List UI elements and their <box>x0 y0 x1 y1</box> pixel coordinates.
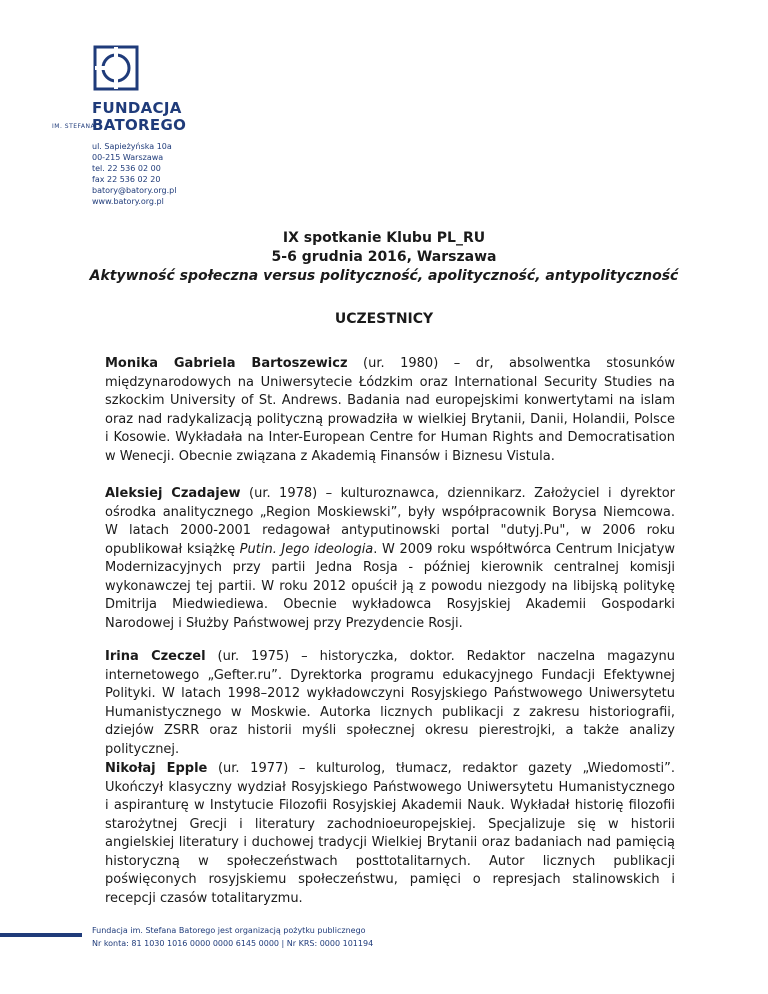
logo-name-line2: BATOREGO <box>92 116 187 134</box>
participant-text: (ur. 1977) – kulturolog, tłumacz, redaktor gazety „Wiedomosti”. Ukończył klasyczny wydział Rosyjskiego Państwowego Uniwersytetu Humanistycznego i aspiranturę w Instytucie Filozofii Rosyjskiej Akademii Nauk. Wykładał historię filozofii starożytnej Grecji i literatury zachodnioeuropejskiej. Specjalizuje się w historii angielskiej literatury i duchowej tradycji Wielkiej Brytanii oraz badaniach nad pamięcią historyczną w społeczeństwach posttotalitarnych. Autor licznych publikacji poświęconych rosyjskiemu społeczeństwu, pamięci o represjach stalinowskich i recepcji czasów totalitaryzmu. <box>105 761 675 906</box>
meeting-date: 5-6 grudnia 2016, Warszawa <box>271 249 497 265</box>
address-street: ul. Sapieżyńska 10a <box>92 142 172 151</box>
participant-text: . W 2009 roku współtwórca Centrum Inicjatyw Modernizacyjnych przy partii Jedna Rosja - później kierownik centralnej komisji wykonawczej tej partii. W roku 2012 opuścił ją z powodu niezgody na libijską politykę Dmitrija Miedwiediewa. Obecnie wykładowca Rosyjskiej Akademii Gospodarki Narodowej i Służby Państwowej przy Prezydencie Rosji. <box>105 541 675 631</box>
footer-line2: Nr konta: 81 1030 1016 0000 0000 6145 0000 | Nr KRS: 0000 101194 <box>92 939 374 948</box>
meeting-subtitle: Aktywność społeczna versus polityczność, apolityczność, antypolityczność <box>89 268 679 284</box>
participant-name: Nikołaj Epple <box>105 761 208 776</box>
participant-bio <box>105 760 675 908</box>
meeting-title: IX spotkanie Klubu PL_RU <box>282 230 486 246</box>
section-title: UCZESTNICY <box>334 311 434 327</box>
address-city: 00-215 Warszawa <box>92 153 164 162</box>
participant-bio <box>105 485 675 633</box>
participant-name: Irina Czeczel <box>105 649 206 664</box>
footer <box>92 924 373 950</box>
participant-bio <box>105 648 675 759</box>
participant-name: Aleksiej Czadajew <box>105 486 241 501</box>
foundation-logo-icon <box>92 44 140 92</box>
address-fax: fax 22 536 02 20 <box>92 175 161 184</box>
logo-name-line1: FUNDACJA <box>92 99 182 117</box>
participant-text: (ur. 1980) – dr, absolwentka stosunków międzynarodowych na Uniwersytecie Łódzkim oraz International Security Studies na szkockim University of St. Andrews. Badania nad europejskimi konwertytami na islam oraz nad radykalizacją polityczną prowadziła w wielkiej Brytanii, Danii, Holandii, Polsce i Kosowie. Wykładała na Inter-European Centre for Human Rights and Democratisation w Wenecji. Obecnie związana z Akademią Finansów i Biznesu Vistula. <box>105 356 675 464</box>
participant-text: (ur. 1975) – historyczka, doktor. Redaktor naczelna magazynu internetowego „Gefter.ru”. Dyrektorka programu edukacyjnego Fundacji Efektywnej Polityki. W latach 1998–2012 wykładowczyni Rosyjskiego Państwowego Uniwersytetu Humanistycznego w Moskwie. Autorka licznych publikacji z zakresu historiografii, dziejów ZSRR oraz historii myśli społecznej okresu pierestrojki, a także analizy politycznej. <box>105 649 675 757</box>
participant-text: (ur. 1978) – kulturoznawca, dziennikarz. Założyciel i dyrektor ośrodka analitycznego „Region Moskiewski”, były współpracownik Borysa Niemcowa. W latach 2000-2001 redagował antyputinowski portal "dutyj.Pu", w 2006 roku opublikował książkę <box>105 486 675 557</box>
logo-name <box>92 100 186 134</box>
logo-im-label: IM. STEFANA <box>52 123 96 130</box>
address-tel: tel. 22 536 02 00 <box>92 164 161 173</box>
address-web: www.batory.org.pl <box>92 197 164 206</box>
address-block <box>92 141 176 207</box>
participant-bio <box>105 355 675 466</box>
address-email: batory@batory.org.pl <box>92 186 177 195</box>
footer-divider <box>0 933 82 937</box>
footer-line1: Fundacja im. Stefana Batorego jest organizacją pożytku publicznego <box>92 926 366 935</box>
book-title: Putin. Jego ideologia <box>239 541 374 557</box>
participant-name: Monika Gabriela Bartoszewicz <box>105 356 348 371</box>
